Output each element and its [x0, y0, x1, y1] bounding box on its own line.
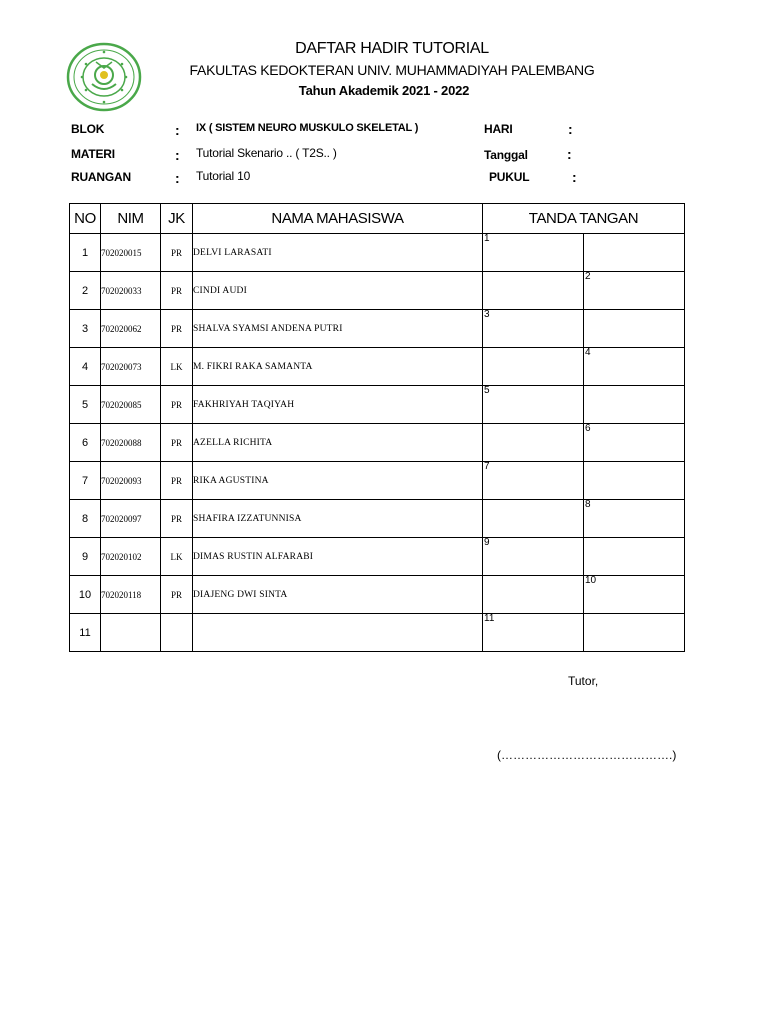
- materi-value: Tutorial Skenario .. ( T2S.. ): [196, 146, 337, 160]
- signature-number: 3: [484, 309, 490, 320]
- signature-number: 10: [585, 575, 597, 586]
- header-tanda-tangan: TANDA TANGAN: [483, 204, 685, 234]
- row-nama: SHAFIRA IZZATUNNISA: [193, 500, 483, 538]
- signature-number: 7: [484, 461, 490, 472]
- table-row: [70, 462, 685, 500]
- signature-cell-left: [483, 348, 584, 386]
- signature-cell-left: [483, 614, 584, 652]
- hari-colon: :: [568, 121, 573, 137]
- table-row: [70, 614, 685, 652]
- signature-cell-left: [483, 500, 584, 538]
- table-row: [70, 272, 685, 310]
- row-nama: [193, 614, 483, 652]
- table-row: [70, 386, 685, 424]
- signature-cell-right: [584, 538, 685, 576]
- blok-label: BLOK: [71, 122, 105, 136]
- row-number: 7: [70, 462, 101, 500]
- row-nim: 702020088: [101, 424, 161, 462]
- table-row: [70, 500, 685, 538]
- row-jk: LK: [161, 538, 193, 576]
- signature-cell-right: [584, 310, 685, 348]
- row-number: 9: [70, 538, 101, 576]
- row-nim: 702020118: [101, 576, 161, 614]
- row-number: 3: [70, 310, 101, 348]
- signature-cell-right: [584, 348, 685, 386]
- row-nim: 702020033: [101, 272, 161, 310]
- row-nama: M. FIKRI RAKA SAMANTA: [193, 348, 483, 386]
- signature-number: 1: [484, 233, 490, 244]
- row-number: 8: [70, 500, 101, 538]
- row-nim: 702020093: [101, 462, 161, 500]
- tanggal-colon: :: [567, 146, 572, 162]
- header-no: NO: [70, 204, 101, 234]
- signature-number: 2: [585, 271, 591, 282]
- signature-cell-right: [584, 462, 685, 500]
- row-number: 2: [70, 272, 101, 310]
- row-nim: 702020015: [101, 234, 161, 272]
- ruangan-label: RUANGAN: [71, 170, 131, 184]
- signature-cell-left: [483, 234, 584, 272]
- faculty-name: FAKULTAS KEDOKTERAN UNIV. MUHAMMADIYAH PALEMBANG: [189, 62, 595, 78]
- materi-label: MATERI: [71, 147, 115, 161]
- table-row: [70, 538, 685, 576]
- row-number: 5: [70, 386, 101, 424]
- signature-number: 6: [585, 423, 591, 434]
- tanggal-label: Tanggal: [484, 148, 528, 162]
- signature-cell-right: [584, 424, 685, 462]
- table-row: [70, 576, 685, 614]
- signature-number: 8: [585, 499, 591, 510]
- hari-label: HARI: [484, 122, 513, 136]
- row-jk: [161, 614, 193, 652]
- blok-value: IX ( SISTEM NEURO MUSKULO SKELETAL ): [196, 122, 419, 134]
- document-title: DAFTAR HADIR TUTORIAL: [295, 40, 489, 57]
- row-nim: 702020085: [101, 386, 161, 424]
- row-nama: CINDI AUDI: [193, 272, 483, 310]
- row-nama: DIMAS RUSTIN ALFARABI: [193, 538, 483, 576]
- row-jk: LK: [161, 348, 193, 386]
- row-nama: RIKA AGUSTINA: [193, 462, 483, 500]
- signature-number: 11: [484, 613, 495, 624]
- row-nama: FAKHRIYAH TAQIYAH: [193, 386, 483, 424]
- signature-cell-right: [584, 234, 685, 272]
- table-row: [70, 424, 685, 462]
- academic-year: Tahun Akademik 2021 - 2022: [298, 83, 470, 98]
- ruangan-value: Tutorial 10: [196, 169, 251, 183]
- row-nim: 702020097: [101, 500, 161, 538]
- signature-cell-right: [584, 272, 685, 310]
- row-nim: 702020073: [101, 348, 161, 386]
- row-jk: PR: [161, 500, 193, 538]
- row-nim: 702020062: [101, 310, 161, 348]
- row-number: 6: [70, 424, 101, 462]
- pukul-label: PUKUL: [489, 170, 530, 184]
- tutor-label: Tutor,: [568, 674, 599, 688]
- header-nim: NIM: [101, 204, 161, 234]
- pukul-colon: :: [572, 169, 577, 185]
- signature-number: 9: [484, 537, 490, 548]
- row-jk: PR: [161, 576, 193, 614]
- row-number: 4: [70, 348, 101, 386]
- signature-cell-left: [483, 576, 584, 614]
- row-nama: AZELLA RICHITA: [193, 424, 483, 462]
- signature-number: 5: [484, 385, 490, 396]
- row-nim: [101, 614, 161, 652]
- row-jk: PR: [161, 424, 193, 462]
- signature-line: (…………………………………….): [497, 748, 677, 762]
- signature-cell-left: [483, 538, 584, 576]
- signature-cell-left: [483, 462, 584, 500]
- row-number: 1: [70, 234, 101, 272]
- signature-cell-right: [584, 576, 685, 614]
- signature-cell-left: [483, 424, 584, 462]
- row-nama: SHALVA SYAMSI ANDENA PUTRI: [193, 310, 483, 348]
- ruangan-colon: :: [175, 170, 180, 186]
- row-jk: PR: [161, 462, 193, 500]
- header-nama: NAMA MAHASISWA: [193, 204, 483, 234]
- signature-cell-right: [584, 386, 685, 424]
- signature-cell-left: [483, 310, 584, 348]
- table-header-row: [70, 204, 685, 234]
- header-jk: JK: [161, 204, 193, 234]
- row-nim: 702020102: [101, 538, 161, 576]
- table-row: [70, 310, 685, 348]
- row-number: 11: [70, 614, 101, 652]
- row-nama: DIAJENG DWI SINTA: [193, 576, 483, 614]
- row-jk: PR: [161, 310, 193, 348]
- signature-number: 4: [585, 347, 591, 358]
- row-jk: PR: [161, 386, 193, 424]
- blok-colon: :: [175, 122, 180, 138]
- attendance-table: [69, 203, 685, 652]
- signature-cell-left: [483, 272, 584, 310]
- table-row: [70, 234, 685, 272]
- materi-colon: :: [175, 147, 180, 163]
- row-nama: DELVI LARASATI: [193, 234, 483, 272]
- row-jk: PR: [161, 272, 193, 310]
- row-jk: PR: [161, 234, 193, 272]
- signature-cell-right: [584, 500, 685, 538]
- signature-cell-right: [584, 614, 685, 652]
- signature-cell-left: [483, 386, 584, 424]
- table-row: [70, 348, 685, 386]
- row-number: 10: [70, 576, 101, 614]
